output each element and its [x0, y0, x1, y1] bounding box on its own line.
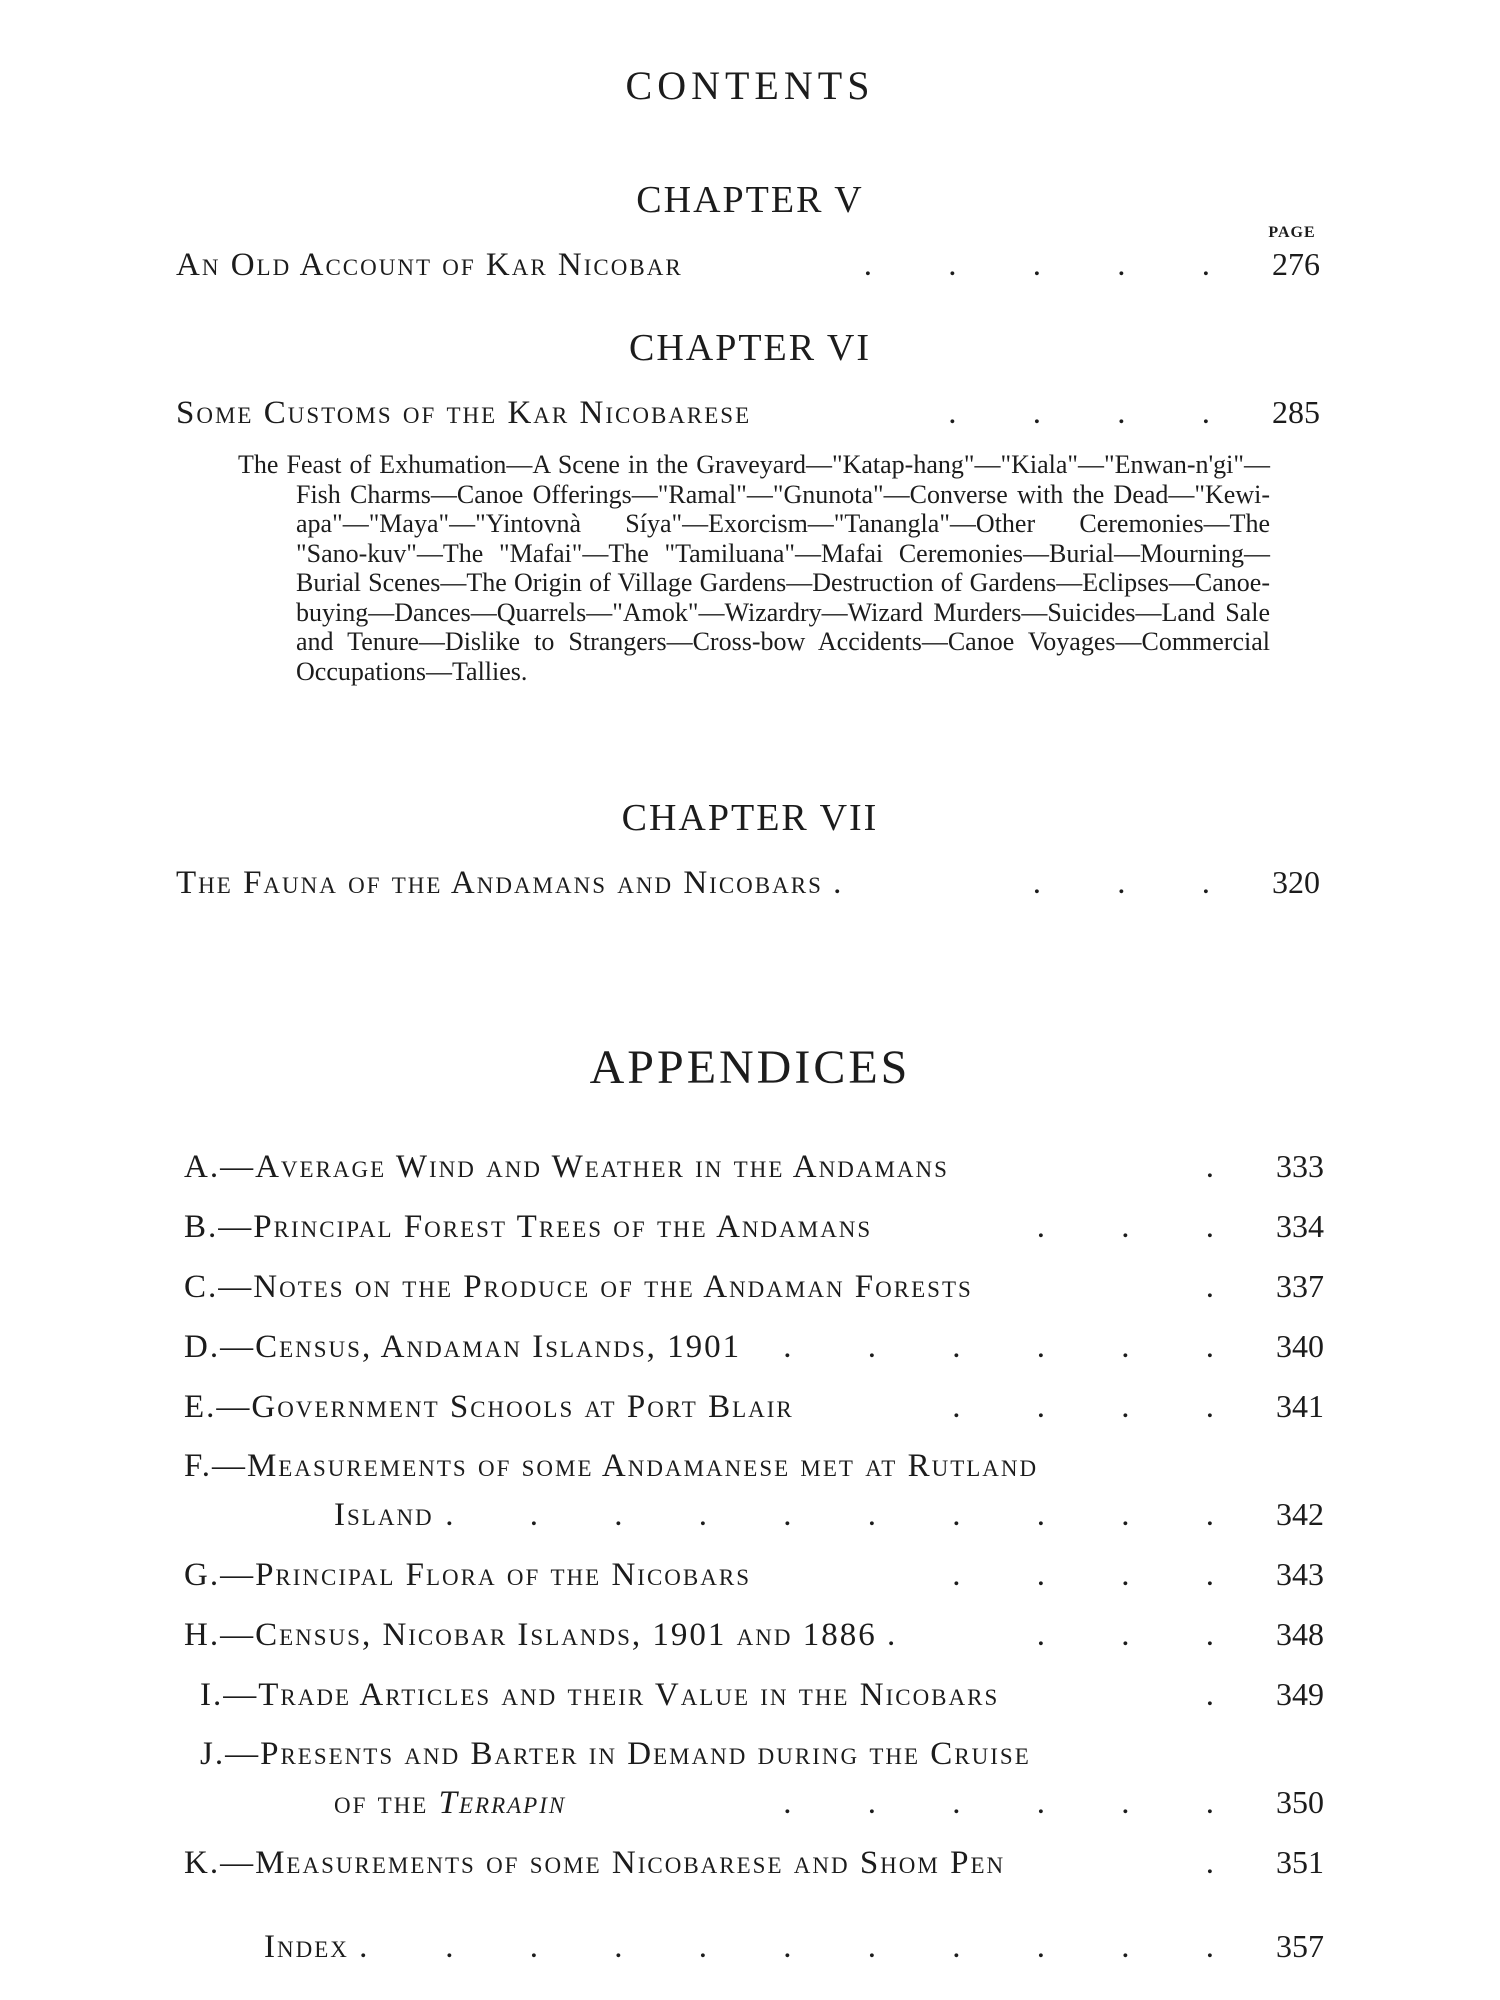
- leader-dots: . . . . . . . . . .: [445, 1929, 1248, 1965]
- appendix-entry-title: F.—Measurements of some Andamanese met at Rutland: [184, 1448, 1039, 1484]
- page-number: 351: [1276, 1844, 1324, 1880]
- page-title: CONTENTS: [625, 63, 875, 108]
- page-number: 276: [1272, 246, 1320, 282]
- page-number: 341: [1276, 1388, 1324, 1424]
- page-number: 349: [1276, 1676, 1324, 1712]
- leader-dots: .: [1205, 1677, 1248, 1713]
- appendix-entry-continuation: [184, 1785, 566, 1822]
- appendix-entry-title: A.—Average Wind and Weather in the Andamans: [184, 1149, 949, 1185]
- page-number: 343: [1276, 1556, 1324, 1592]
- toc-entry-title: The Fauna of the Andamans and Nicobars .: [176, 865, 844, 901]
- page-column-label: PAGE: [1268, 224, 1316, 241]
- page-number: 342: [1276, 1496, 1324, 1532]
- ship-name: Terrapin: [438, 1785, 567, 1821]
- chapter-vi-heading: CHAPTER VI: [628, 327, 872, 369]
- page-number: 357: [1276, 1928, 1324, 1964]
- appendix-entry-title: B.—Principal Forest Trees of the Andamans: [184, 1209, 873, 1245]
- appendix-entry-c[interactable]: [184, 1268, 1324, 1310]
- continuation-prefix: of the: [334, 1785, 429, 1821]
- leader-dots: .: [1205, 1845, 1248, 1881]
- appendix-entry-title: G.—Principal Flora of the Nicobars: [184, 1557, 751, 1593]
- page-number: 334: [1276, 1208, 1324, 1244]
- page-number: 350: [1276, 1784, 1324, 1820]
- appendix-entry-f-continuation[interactable]: [184, 1496, 1324, 1538]
- appendix-entry-d[interactable]: [184, 1328, 1324, 1370]
- appendix-entry-title: K.—Measurements of some Nicobarese and Shom Pen: [184, 1845, 1006, 1881]
- toc-entry-chapter-vii[interactable]: [176, 864, 1320, 906]
- toc-entry-title: Some Customs of the Kar Nicobarese: [176, 395, 752, 431]
- appendix-entry-j[interactable]: [200, 1736, 1324, 1778]
- appendices-title: APPENDICES: [589, 1041, 911, 1094]
- page-number: 337: [1276, 1268, 1324, 1304]
- leader-dots: . . . . .: [863, 247, 1244, 283]
- chapter-v-heading: CHAPTER V: [636, 179, 864, 221]
- chapter-vi-synopsis: The Feast of Exhumation—A Scene in the Graveyard—"Katap-hang"—"Kiala"—"Enwan-n'gi"—Fish Charms—Canoe Offerings—"Ramal"—"Gnunota"—Converse with the Dead—"Kewi-apa"—"Maya"—"Yintovnà Síya"—Exorcism—"Tanangla"—Other Ceremonies—The "Sano-kuv"—The "Mafai"—The "Tamiluana"—Mafai Ceremonies—Burial—Mourning—Burial Scenes—The Origin of Village Gardens—Destruction of Gardens—Eclipses—Canoe-buying—Dances—Quarrels—"Amok"—Wizardry—Wizard Murders—Suicides—Land Sale and Tenure—Dislike to Strangers—Cross-bow Accidents—Canoe Voyages—Commercial Occupations—Tallies.: [238, 450, 1270, 686]
- toc-entry-chapter-vi[interactable]: [176, 394, 1320, 436]
- leader-dots: . . . .: [952, 1557, 1248, 1593]
- page-number: 333: [1276, 1148, 1324, 1184]
- appendix-entry-k[interactable]: [184, 1844, 1324, 1886]
- appendix-entry-e[interactable]: [184, 1388, 1324, 1430]
- toc-entry-index[interactable]: [264, 1928, 1324, 1970]
- index-label: Index .: [264, 1929, 370, 1965]
- appendix-entry-a[interactable]: [184, 1148, 1324, 1190]
- appendix-entry-i[interactable]: [200, 1676, 1324, 1718]
- appendix-entry-g[interactable]: [184, 1556, 1324, 1598]
- leader-dots: . . . . . .: [783, 1785, 1248, 1821]
- leader-dots: . . . . . .: [783, 1329, 1248, 1365]
- page-number: 320: [1272, 864, 1320, 900]
- appendix-entry-f[interactable]: [184, 1448, 1324, 1490]
- leader-dots: . . . .: [952, 1389, 1248, 1425]
- leader-dots: . . . .: [948, 395, 1244, 431]
- toc-entry-chapter-v[interactable]: [176, 246, 1320, 288]
- page-number: 285: [1272, 394, 1320, 430]
- toc-entry-title: An Old Account of Kar Nicobar: [176, 247, 683, 283]
- leader-dots: . . .: [1036, 1209, 1248, 1245]
- page-number: 340: [1276, 1328, 1324, 1364]
- appendix-entry-title: E.—Government Schools at Port Blair: [184, 1389, 794, 1425]
- appendix-entry-title: J.—Presents and Barter in Demand during the Cruise: [200, 1736, 1031, 1772]
- page-number: 348: [1276, 1616, 1324, 1652]
- leader-dots: . . . . . . . . . .: [445, 1497, 1248, 1533]
- appendix-entry-title: H.—Census, Nicobar Islands, 1901 and 1886 .: [184, 1617, 898, 1653]
- appendix-entry-title: C.—Notes on the Produce of the Andaman Forests: [184, 1269, 973, 1305]
- leader-dots: .: [1205, 1269, 1248, 1305]
- chapter-vii-heading: CHAPTER VII: [621, 797, 879, 839]
- appendix-entry-h[interactable]: [184, 1616, 1324, 1658]
- appendix-entry-j-continuation[interactable]: [184, 1784, 1324, 1826]
- appendix-entry-continuation: Island: [334, 1497, 434, 1533]
- leader-dots: .: [1205, 1149, 1248, 1185]
- appendix-entry-title: I.—Trade Articles and their Value in the Nicobars: [200, 1677, 1000, 1713]
- leader-dots: . . .: [1032, 865, 1244, 901]
- appendix-entry-title: D.—Census, Andaman Islands, 1901: [184, 1329, 742, 1365]
- leader-dots: . . .: [1036, 1617, 1248, 1653]
- appendix-entry-b[interactable]: [184, 1208, 1324, 1250]
